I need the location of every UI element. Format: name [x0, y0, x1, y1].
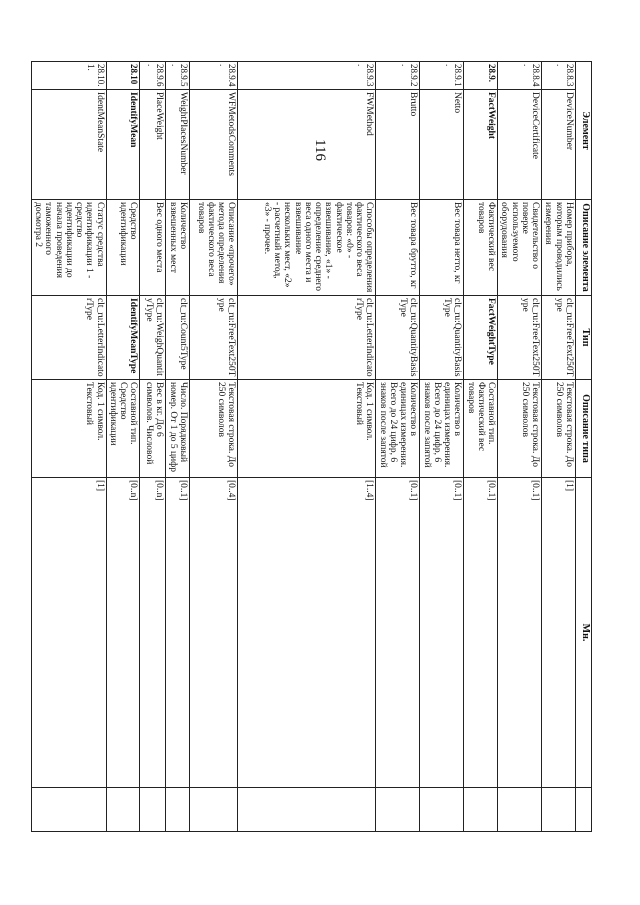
blank-cell [106, 788, 140, 832]
element-type: clt_ru:FreeText250Type [542, 296, 576, 380]
blank-cell [190, 788, 238, 832]
element-description: Описание «прочего» метода определения фактического веса товаров [190, 200, 238, 296]
element-type: clt_ru:FreeText250Type [190, 296, 238, 380]
type-description: Текстовая строка. До 250 символов [190, 380, 238, 478]
type-description: Текстовая строка. До 250 символов [542, 380, 576, 478]
element-description: Вес одного места [140, 200, 166, 296]
row-number: 28.9.1. [420, 62, 464, 90]
type-description: Количество в единицах измерения. Всего до 24 цифр, 6 знаков после запятой [420, 380, 464, 478]
element-type: IdentifyMeanType [106, 296, 140, 380]
table-row [376, 62, 420, 832]
table-row [32, 62, 107, 832]
row-number: 28.9.6. [140, 62, 166, 90]
multiplicity: [0..n] [140, 478, 166, 788]
header-blank [576, 788, 592, 832]
blank-cell [376, 788, 420, 832]
header-element-description: Описание элемента [576, 200, 592, 296]
type-description: Код. 1 символ. Текстовый [238, 380, 376, 478]
blank-cell [420, 788, 464, 832]
multiplicity: [1] [32, 478, 107, 788]
element-type: clt_ru:LetterIndicatorType [32, 296, 107, 380]
header-type: Тип [576, 296, 592, 380]
blank-cell [166, 788, 190, 832]
element-type: clt_ru:Count5Type [166, 296, 190, 380]
table-row [140, 62, 166, 832]
multiplicity: [0..1] [464, 478, 498, 788]
multiplicity: [0..1] [498, 478, 542, 788]
blank-cell [238, 788, 376, 832]
row-number: 28.9.5. [166, 62, 190, 90]
blank-cell [140, 788, 166, 832]
type-description: Число. Порядковый номер. От 1 до 5 цифр [166, 380, 190, 478]
element-table [31, 61, 592, 832]
table-row [190, 62, 238, 832]
element-description: Способы определения фактического веса товаров: «0» - фактическое взвешивание, «1» - определение среднего веса одного места и взвешивание нескольких мест, «2» - расчетный метод, «3» - прочее. [238, 200, 376, 296]
element-name: PlaceWeight [140, 90, 166, 200]
element-description: Вес товара брутто, кг [376, 200, 420, 296]
table-row [464, 62, 498, 832]
blank-cell [542, 788, 576, 832]
element-type: clt_ru:WeighQuantityType [140, 296, 166, 380]
row-number: 28.8.4. [498, 62, 542, 90]
element-description: Средство идентификации [106, 200, 140, 296]
page-number: 116 [312, 139, 328, 161]
header-element: Элемент [576, 62, 592, 200]
type-description: Составной тип. Средство идентификации [106, 380, 140, 478]
header-multiplicity: Мн. [576, 478, 592, 788]
multiplicity: [0..n] [106, 478, 140, 788]
table-row [238, 62, 376, 832]
row-number: 28.9.3. [238, 62, 376, 90]
element-name: WFMetodsComments [190, 90, 238, 200]
element-type: clt_ru:LetterIndicatorType [238, 296, 376, 380]
row-number: 28.8.3. [542, 62, 576, 90]
type-description: Составной тип. Фактический вес товаров [464, 380, 498, 478]
table-row [420, 62, 464, 832]
element-description: Номер прибора, которым проводились измерения [542, 200, 576, 296]
element-name: Netto [420, 90, 464, 200]
row-number: 28.9. [464, 62, 498, 90]
row-number: 28.9.2. [376, 62, 420, 90]
type-description: Текстовая строка. До 250 символов [498, 380, 542, 478]
element-description: Количество взвешенных мест [166, 200, 190, 296]
element-name: Brutto [376, 90, 420, 200]
element-name: DeviceCertificate [498, 90, 542, 200]
element-name: FWMethod [238, 90, 376, 200]
element-type: clt_ru:FreeText250Type [498, 296, 542, 380]
multiplicity: [0..4] [190, 478, 238, 788]
blank-cell [498, 788, 542, 832]
element-name: WeightPlacesNumber [166, 90, 190, 200]
row-number: 28.9.4. [190, 62, 238, 90]
element-type: clt_ru:QuantityBasisType [376, 296, 420, 380]
multiplicity: [1] [542, 478, 576, 788]
element-description: Свидетельство о поверке используемого оборудования [498, 200, 542, 296]
element-name: FactWeight [464, 90, 498, 200]
header-type-description: Описание типа [576, 380, 592, 478]
type-description: Вес в кг. До 6 символов. Числовой [140, 380, 166, 478]
multiplicity: [0..1] [376, 478, 420, 788]
element-name: DeviceNumber [542, 90, 576, 200]
element-name: IdentifyMean [106, 90, 140, 200]
blank-cell [32, 788, 107, 832]
table-row [498, 62, 542, 832]
multiplicity: [0..1] [420, 478, 464, 788]
table-header-row [576, 62, 592, 832]
type-description: Количество в единицах измерения. Всего до 24 цифр, 6 знаков после запятой [376, 380, 420, 478]
row-number: 28.10.1. [32, 62, 107, 90]
table-row [106, 62, 140, 832]
document-table-area [33, 61, 592, 831]
blank-cell [464, 788, 498, 832]
element-description: Статус средства идентификации 1 - средство идентификации до начала проведения таможенного досмотра 2 [32, 200, 107, 296]
multiplicity: [1..4] [238, 478, 376, 788]
multiplicity: [0..1] [166, 478, 190, 788]
type-description: Код. 1 символ. Текстовый [32, 380, 107, 478]
row-number: 28.10 [106, 62, 140, 90]
element-description: Фактический вес товаров [464, 200, 498, 296]
element-name: IdentMeanState [32, 90, 107, 200]
table-row [166, 62, 190, 832]
element-type: clt_ru:QuantityBasisType [420, 296, 464, 380]
element-description: Вес товара нетто, кг [420, 200, 464, 296]
element-type: FactWeightType [464, 296, 498, 380]
table-row [542, 62, 576, 832]
